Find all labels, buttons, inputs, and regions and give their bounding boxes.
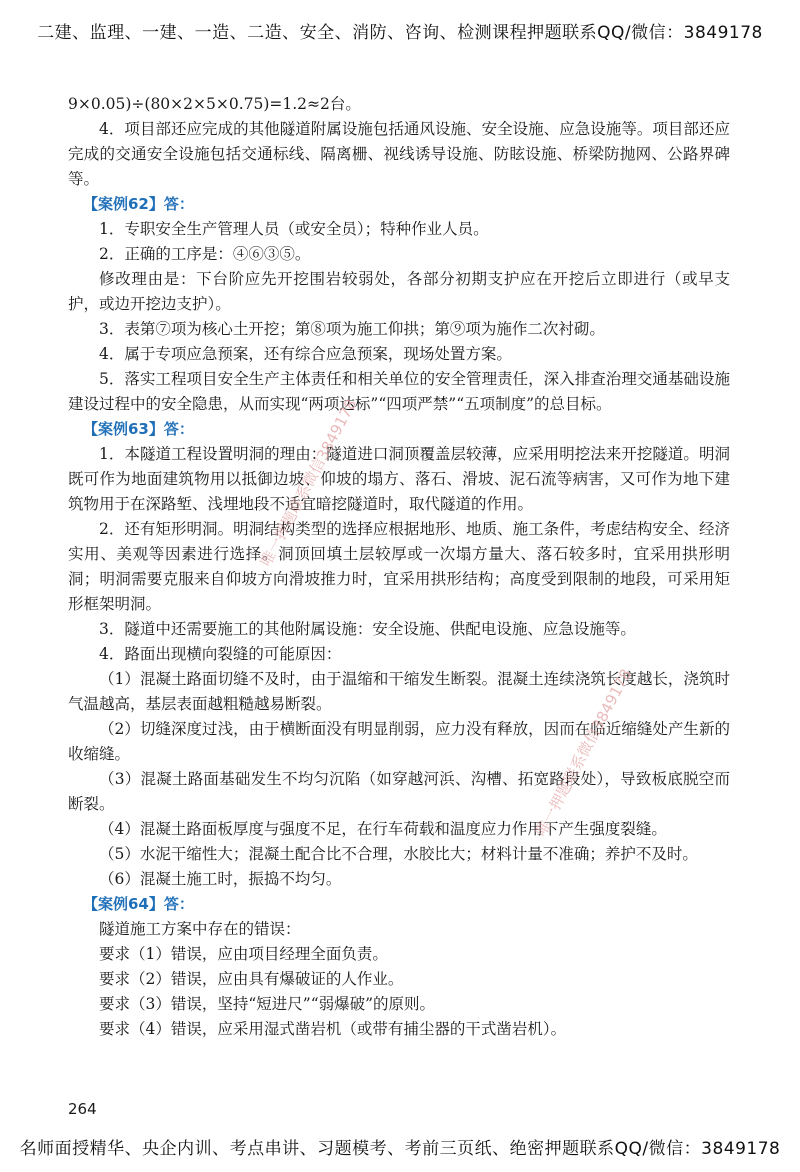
answer-paragraph: 修改理由是：下台阶应先开挖围岩较弱处，各部分初期支护应在开挖后立即进行（或早支护，或边开挖边支护）。 [68, 270, 730, 313]
answer-paragraph: （3）混凝土路面基础发生不均匀沉陷（如穿越河浜、沟槽、拓宽路段处），导致板底脱空而断裂。 [68, 770, 730, 813]
watermark: 唯一押题联系微信3849178 [256, 395, 361, 570]
bottom-banner: 名师面授精华、央企内训、考点串讲、习题模考、考前三页纸、绝密押题联系QQ/微信：3849178 [19, 1139, 781, 1159]
answer-paragraph: 9×0.05)÷(80×2×5×0.75)=1.2≈2台。 [68, 95, 361, 113]
answer-paragraph: 3．表第⑦项为核心土开挖；第⑧项为施工仰拱；第⑨项为施作二次衬砌。 [99, 320, 605, 338]
answer-paragraph: 5．落实工程项目安全生产主体责任和相关单位的安全管理责任，深入排查治理交通基础设施建设过程中的安全隐患，从而实现“两项达标”“四项严禁”“五项制度”的总目标。 [68, 370, 730, 413]
answer-paragraph: 要求（4）错误，应采用湿式凿岩机（或带有捕尘器的干式凿岩机）。 [99, 1020, 567, 1038]
answer-paragraph: （6）混凝土施工时，振捣不均匀。 [99, 870, 342, 888]
answer-paragraph: （4）混凝土路面板厚度与强度不足，在行车荷载和温度应力作用下产生强度裂缝。 [99, 820, 667, 838]
answer-paragraph: 要求（2）错误，应由具有爆破证的人作业。 [99, 970, 404, 988]
page-number: 264 [68, 1100, 97, 1118]
answer-content [68, 92, 730, 1042]
watermark: 唯一押题联系微信3849178 [531, 665, 636, 840]
answer-paragraph: 2．正确的工序是：④⑥③⑤。 [99, 245, 311, 263]
answer-paragraph: （2）切缝深度过浅，由于横断面没有明显削弱，应力没有释放，因而在临近缩缝处产生新的收缩缝。 [68, 720, 730, 763]
answer-paragraph: 4．属于专项应急预案，还有综合应急预案，现场处置方案。 [99, 345, 512, 363]
answer-paragraph: 4．路面出现横向裂缝的可能原因： [99, 645, 342, 663]
answer-paragraph: 3．隧道中还需要施工的其他附属设施：安全设施、供配电设施、应急设施等。 [99, 620, 636, 638]
answer-paragraph: 要求（3）错误，坚持“短进尺”“弱爆破”的原则。 [99, 995, 436, 1013]
case-heading: 【案例63】答： [83, 420, 194, 438]
answer-paragraph: 隧道施工方案中存在的错误： [99, 920, 301, 938]
top-banner: 二建、监理、一建、一造、二造、安全、消防、咨询、检测课程押题联系QQ/微信：3849178 [37, 23, 763, 43]
answer-paragraph: （5）水泥干缩性大；混凝土配合比不合理，水胶比大；材料计量不准确；养护不及时。 [99, 845, 698, 863]
answer-paragraph: 1．本隧道工程设置明洞的理由：隧道进口洞顶覆盖层较薄，应采用明挖法来开挖隧道。明洞既可作为地面建筑物用以抵御边坡、仰坡的塌方、落石、滑坡、泥石流等病害，又可作为地下建筑物用于在深路堑、浅埋地段不适宜暗挖隧道时，取代隧道的作用。 [68, 445, 730, 513]
answer-paragraph: 要求（1）错误，应由项目经理全面负责。 [99, 945, 388, 963]
answer-paragraph: 4．项目部还应完成的其他隧道附属设施包括通风设施、安全设施、应急设施等。项目部还应完成的交通安全设施包括交通标线、隔离栅、视线诱导设施、防眩设施、桥梁防抛网、公路界碑等。 [68, 120, 730, 188]
answer-paragraph: （1）混凝土路面切缝不及时，由于温缩和干缩发生断裂。混凝土连续浇筑长度越长，浇筑时气温越高，基层表面越粗糙越易断裂。 [68, 670, 730, 713]
case-heading: 【案例64】答： [83, 895, 194, 913]
answer-paragraph: 2．还有矩形明洞。明洞结构类型的选择应根据地形、地质、施工条件，考虑结构安全、经济实用、美观等因素进行选择。洞顶回填土层较厚或一次塌方量大、落石较多时，宜采用拱形明洞；明洞需要克服来自仰坡方向滑坡推力时，宜采用拱形结构；高度受到限制的地段，可采用矩形框架明洞。 [68, 520, 730, 613]
case-heading: 【案例62】答： [83, 195, 194, 213]
answer-paragraph: 1．专职安全生产管理人员（或安全员）；特种作业人员。 [99, 220, 489, 238]
